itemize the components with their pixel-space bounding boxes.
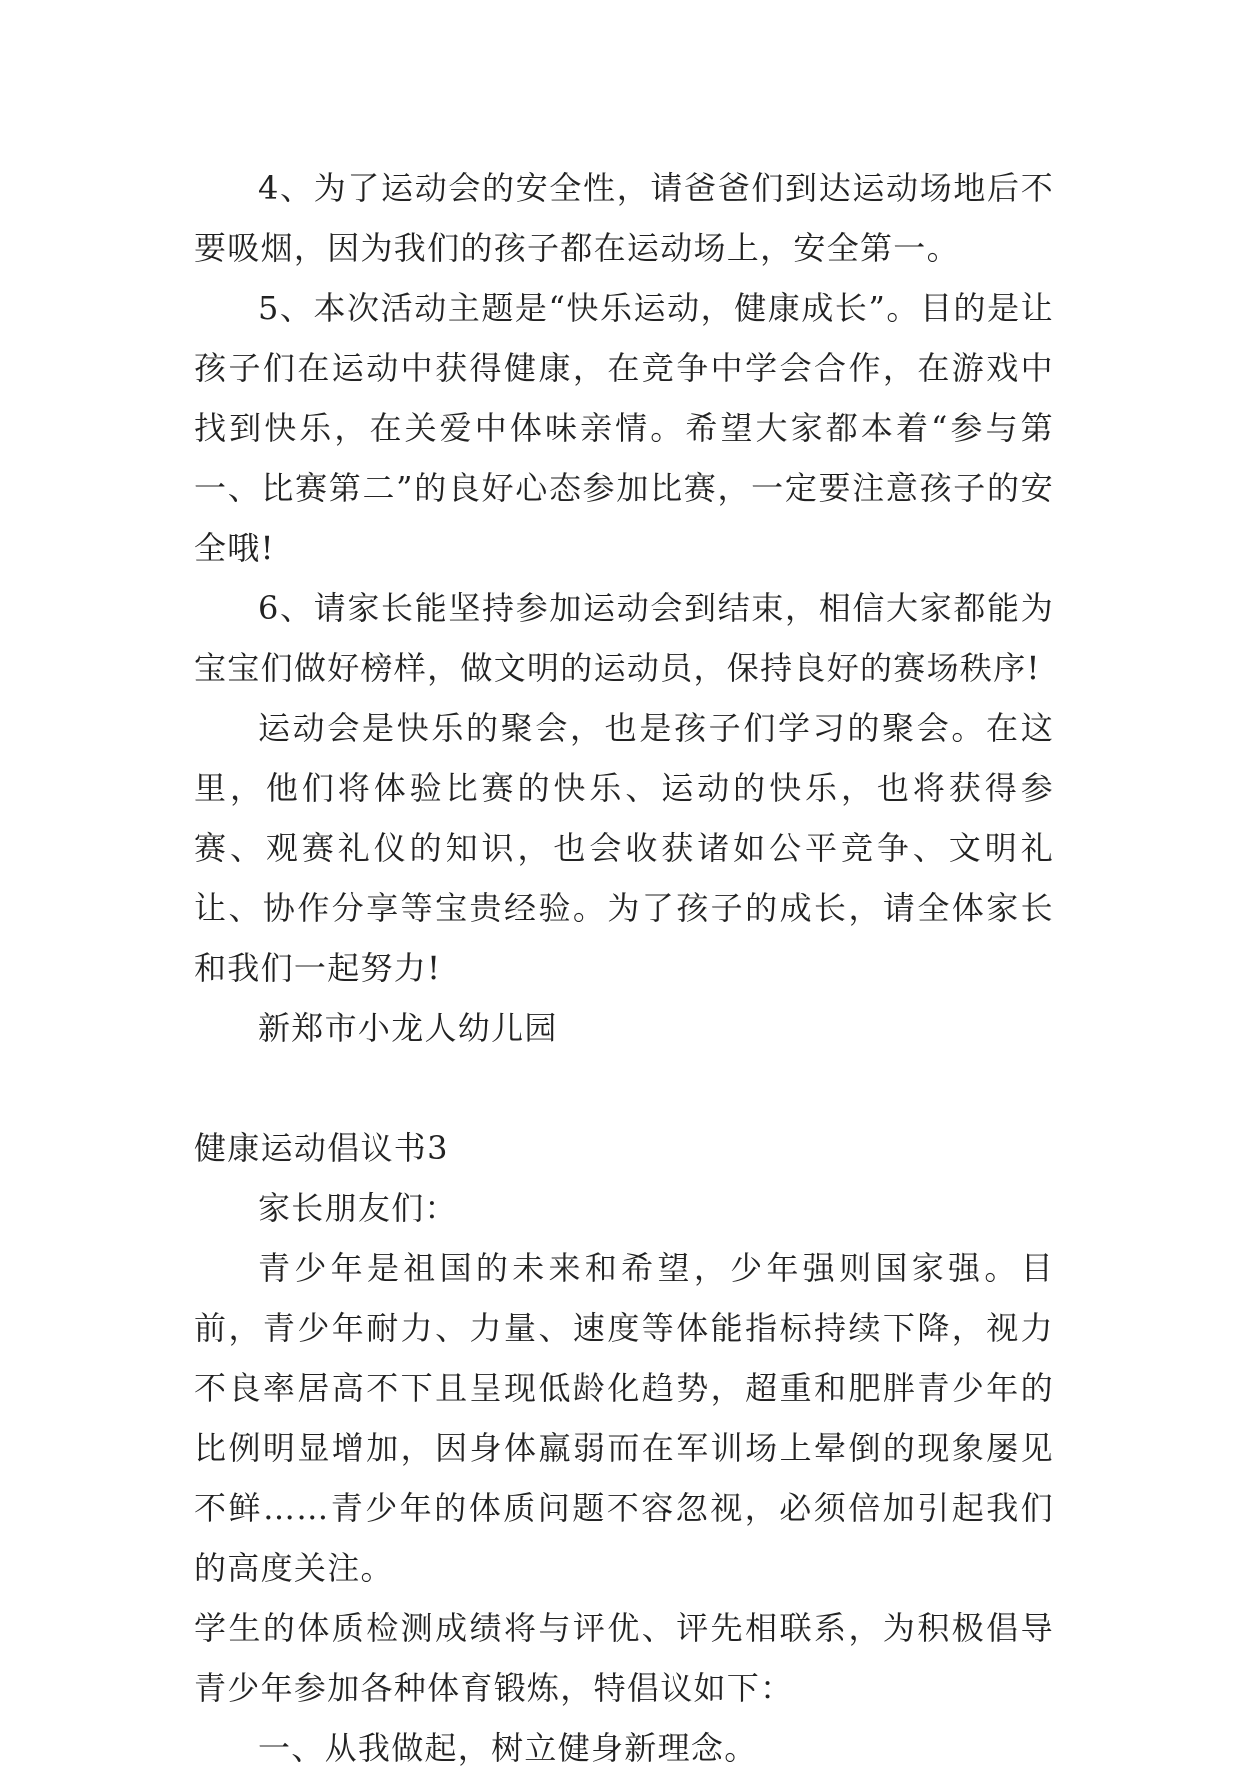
greeting: 家长朋友们： (258, 1189, 458, 1227)
paragraph-item-6: 6、请家长能坚持参加运动会到结束，相信大家都能为宝宝们做好榜样，做文明的运动员，保持良好的赛场秩序! (194, 589, 1054, 687)
paragraph-item-4: 4、为了运动会的安全性，请爸爸们到达运动场地后不要吸烟，因为我们的孩子都在运动场上，安全第一。 (194, 169, 1054, 267)
section-title: 健康运动倡议书3 (194, 1129, 449, 1167)
signature-organization: 新郑市小龙人幼儿园 (258, 1009, 558, 1047)
paragraph-proposal: 学生的体质检测成绩将与评优、评先相联系，为积极倡导青少年参加各种体育锻炼，特倡议如下： (194, 1609, 1054, 1707)
paragraph-closing: 运动会是快乐的聚会，也是孩子们学习的聚会。在这里，他们将体验比赛的快乐、运动的快乐，也将获得参赛、观赛礼仪的知识，也会收获诸如公平竞争、文明礼让、协作分享等宝贵经验。为了孩子的成长，请全体家长和我们一起努力! (194, 709, 1054, 987)
paragraph-item-5: 5、本次活动主题是“快乐运动，健康成长”。目的是让孩子们在运动中获得健康，在竞争中学会合作，在游戏中找到快乐，在关爱中体味亲情。希望大家都本着“参与第一、比赛第二”的良好心态参加比赛，一定要注意孩子的安全哦! (194, 289, 1054, 567)
section-gap (194, 1058, 1054, 1118)
proposal-item-1: 一、从我做起，树立健身新理念。 (258, 1729, 758, 1767)
document-body (194, 158, 1054, 1778)
paragraph-intro: 青少年是祖国的未来和希望，少年强则国家强。目前，青少年耐力、力量、速度等体能指标持续下降，视力不良率居高不下且呈现低龄化趋势，超重和肥胖青少年的比例明显增加，因身体羸弱而在军训场上晕倒的现象屡见不鲜……青少年的体质问题不容忽视，必须倍加引起我们的高度关注。 (194, 1249, 1054, 1587)
